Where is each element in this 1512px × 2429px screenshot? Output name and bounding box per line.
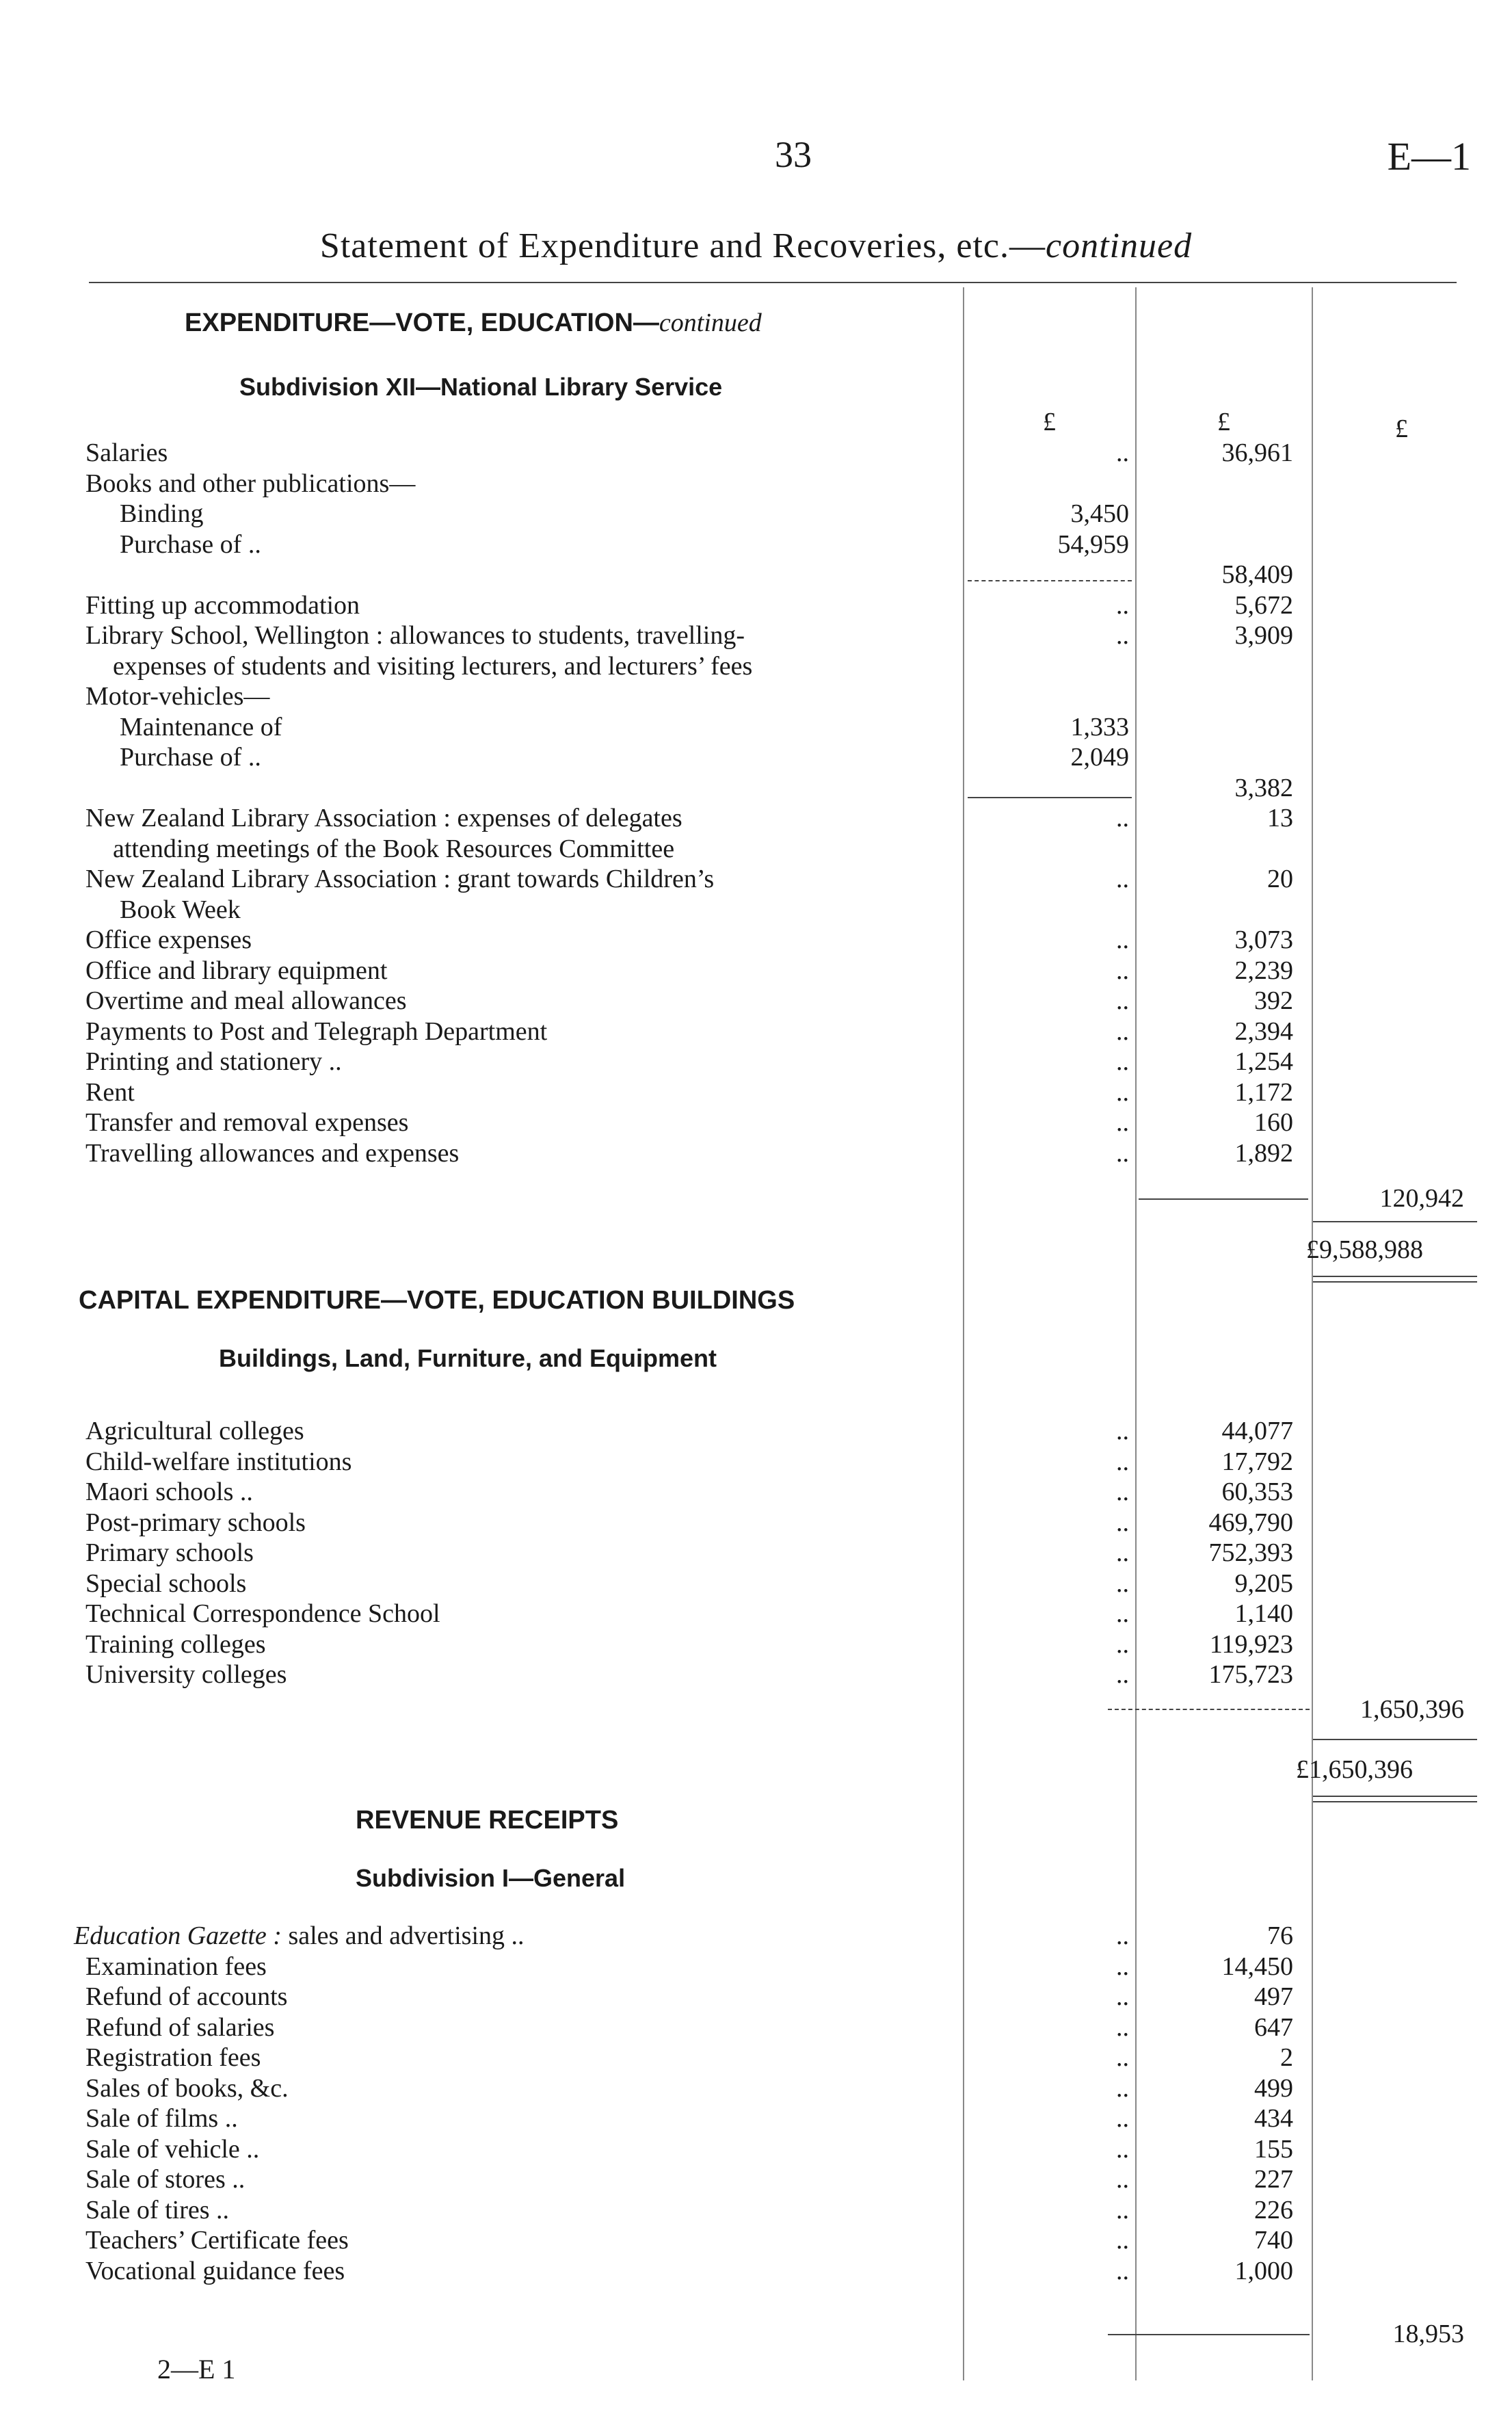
row-label: Examination fees	[85, 1952, 267, 1981]
row-label: Transfer and removal expenses	[85, 1108, 409, 1137]
table-row	[0, 438, 1512, 468]
row-label: Printing and stationery ..	[85, 1047, 342, 1076]
motor-sum-rule	[968, 797, 1132, 798]
amount-column-1: ..	[1116, 1077, 1129, 1107]
table-row	[0, 2103, 1512, 2133]
amount-column-2: 647	[1254, 2012, 1293, 2042]
amount-column-1: ..	[1116, 1047, 1129, 1076]
row-label: Technical Correspondence School	[85, 1599, 440, 1628]
row-label: Purchase of ..	[120, 529, 261, 559]
row-label: Fitting up accommodation	[85, 590, 360, 620]
expenditure-subheading: Subdivision XII—National Library Service	[239, 373, 723, 401]
expenditure-heading-text: EXPENDITURE—VOTE, EDUCATION—	[185, 308, 659, 337]
row-label: Sale of films ..	[85, 2104, 238, 2133]
table-row	[0, 560, 1512, 590]
amount-column-2: 17,792	[1221, 1447, 1293, 1476]
capital-total: £1,650,396	[1296, 1755, 1413, 1784]
capital-total-rule-top	[1313, 1739, 1477, 1740]
education-gazette-rest: sales and advertising ..	[281, 1921, 525, 1950]
table-row	[0, 925, 1512, 955]
amount-column-1: ..	[1116, 804, 1129, 832]
capital-total-rule-bottom	[1313, 1796, 1477, 1797]
amount-column-2: 1,140	[1234, 1599, 1293, 1628]
amount-column-1: 3,450	[1070, 499, 1129, 528]
education-gazette-label: Education Gazette :	[74, 1921, 282, 1950]
signature-mark: 2—E 1	[157, 2354, 236, 2385]
table-row	[0, 1982, 1512, 2012]
revenue-subtotal: 18,953	[1392, 2320, 1464, 2348]
capital-total-rule-double	[1313, 1801, 1477, 1802]
row-label: Maori schools ..	[85, 1478, 253, 1506]
table-row	[0, 834, 1512, 864]
row-label: Child-welfare institutions	[85, 1447, 352, 1476]
table-row	[0, 2164, 1512, 2194]
table-row	[0, 651, 1512, 681]
capital-heading: CAPITAL EXPENDITURE—VOTE, EDUCATION BUILDINGS	[79, 1286, 795, 1315]
table-row	[0, 1447, 1512, 1477]
amount-column-2: 497	[1254, 1982, 1293, 2011]
amount-column-1: ..	[1116, 2195, 1129, 2224]
amount-column-2: 2,394	[1234, 1016, 1293, 1046]
table-row	[0, 2256, 1512, 2286]
row-label: Travelling allowances and expenses	[85, 1138, 460, 1168]
amount-column-1: ..	[1116, 2104, 1129, 2133]
amount-column-2: 3,073	[1234, 925, 1293, 954]
amount-column-1: ..	[1116, 986, 1129, 1015]
vote-total: £9,588,988	[1306, 1235, 1423, 1264]
table-row	[0, 1416, 1512, 1446]
table-row	[0, 2225, 1512, 2255]
row-label: Teachers’ Certificate fees	[85, 2226, 349, 2255]
amount-column-1: ..	[1116, 621, 1129, 650]
row-label: Refund of accounts	[85, 1982, 288, 2011]
amount-column-2: 1,172	[1234, 1077, 1293, 1107]
amount-column-2: 740	[1254, 2226, 1293, 2255]
amount-column-2: 14,450	[1221, 1952, 1293, 1981]
table-row	[0, 803, 1512, 833]
amount-column-2: 9,205	[1234, 1568, 1293, 1598]
row-label: Post-primary schools	[85, 1508, 306, 1537]
amount-column-2: 5,672	[1234, 590, 1293, 620]
amount-column-2: 469,790	[1208, 1508, 1293, 1537]
table-row	[0, 590, 1512, 620]
table-row	[0, 956, 1512, 986]
revenue-sum-rule	[1108, 2334, 1310, 2335]
table-row	[0, 1508, 1512, 1538]
row-label: New Zealand Library Association : expenses of delegates	[85, 804, 682, 832]
amount-column-1: ..	[1116, 2256, 1129, 2285]
row-label: Sale of stores ..	[85, 2165, 246, 2194]
amount-column-1: ..	[1116, 1508, 1129, 1537]
table-row	[0, 620, 1512, 651]
row-label: New Zealand Library Association : grant towards Children’s	[85, 865, 715, 893]
table-row	[0, 712, 1512, 742]
table-row	[0, 1568, 1512, 1599]
table-row	[0, 773, 1512, 803]
amount-column-1: ..	[1116, 1982, 1129, 2011]
amount-column-1: ..	[1116, 1138, 1129, 1168]
amount-column-2: 3,909	[1234, 621, 1293, 650]
amount-column-2: 392	[1254, 986, 1293, 1015]
revenue-subheading: Subdivision I—General	[356, 1864, 626, 1892]
table-row	[0, 681, 1512, 711]
amount-column-2: 160	[1254, 1108, 1293, 1137]
table-row	[0, 1047, 1512, 1077]
amount-column-2: 2,239	[1234, 956, 1293, 985]
table-row	[0, 1629, 1512, 1659]
amount-column-2: 119,923	[1209, 1629, 1293, 1659]
column-header-1: £	[1043, 408, 1056, 436]
vote-total-rule-top	[1313, 1221, 1477, 1222]
table-row	[0, 895, 1512, 925]
row-label: Purchase of ..	[120, 743, 261, 772]
row-label: Special schools	[85, 1568, 247, 1598]
amount-column-2: 434	[1254, 2104, 1293, 2133]
row-label: Office expenses	[85, 925, 252, 954]
table-row	[0, 1138, 1512, 1168]
vote-total-rule-double	[1313, 1281, 1477, 1283]
row-label: Binding	[120, 499, 204, 528]
amount-column-1: ..	[1116, 1108, 1129, 1137]
amount-column-2: 13	[1267, 804, 1293, 832]
amount-column-2: 227	[1254, 2165, 1293, 2194]
amount-column-2: 2	[1280, 2043, 1293, 2072]
row-label: Registration fees	[85, 2043, 261, 2072]
row-label: Payments to Post and Telegraph Department	[85, 1016, 548, 1046]
amount-column-2: 155	[1254, 2134, 1293, 2164]
amount-column-2: 1,254	[1234, 1047, 1293, 1076]
revenue-heading: REVENUE RECEIPTS	[356, 1806, 619, 1835]
table-row	[0, 1921, 1512, 1951]
table-row	[0, 986, 1512, 1016]
table-row	[0, 1107, 1512, 1138]
amount-column-1: ..	[1116, 1952, 1129, 1981]
amount-column-2: 226	[1254, 2195, 1293, 2224]
capital-sum-rule	[1108, 1709, 1310, 1710]
amount-column-2: 3,382	[1234, 773, 1293, 802]
amount-column-2: 752,393	[1208, 1538, 1293, 1567]
row-label: Training colleges	[85, 1629, 266, 1659]
amount-column-1: 2,049	[1070, 743, 1129, 772]
amount-column-1: ..	[1116, 590, 1129, 620]
column-header-2: £	[1217, 408, 1230, 436]
row-label: Rent	[85, 1077, 135, 1107]
row-label: Office and library equipment	[85, 956, 388, 985]
amount-column-2: 76	[1267, 1921, 1293, 1950]
row-label: attending meetings of the Book Resources Committee	[113, 834, 675, 863]
title-rule	[89, 282, 1457, 283]
document-reference: E—1	[1387, 134, 1471, 179]
amount-column-1: ..	[1116, 1921, 1129, 1950]
amount-column-1: ..	[1116, 2043, 1129, 2072]
amount-column-1: ..	[1116, 1599, 1129, 1628]
amount-column-1: ..	[1116, 1417, 1129, 1445]
table-row	[0, 742, 1512, 772]
row-label: Overtime and meal allowances	[85, 986, 407, 1015]
amount-column-1: ..	[1116, 2165, 1129, 2194]
table-row	[0, 1599, 1512, 1629]
amount-column-1: ..	[1116, 1447, 1129, 1476]
library-sum-rule	[1139, 1198, 1308, 1200]
row-label: Library School, Wellington : allowances to students, travelling-	[85, 621, 745, 650]
table-row	[0, 1952, 1512, 1982]
title-main: Statement of Expenditure and Recoveries, etc.—	[319, 226, 1046, 265]
amount-column-2: 58,409	[1221, 560, 1293, 589]
books-sum-rule	[968, 580, 1132, 581]
row-label: Salaries	[85, 438, 168, 467]
row-label: Sale of tires ..	[85, 2195, 230, 2224]
table-row	[0, 469, 1512, 499]
capital-subtotal: 1,650,396	[1360, 1695, 1464, 1724]
row-label: Maintenance of	[120, 712, 282, 741]
amount-column-2: 20	[1267, 865, 1293, 893]
amount-column-2: 1,000	[1234, 2256, 1293, 2285]
table-row	[0, 2134, 1512, 2164]
expenditure-heading-continued: continued	[659, 308, 762, 337]
amount-column-2: 60,353	[1221, 1478, 1293, 1506]
page-number: 33	[775, 134, 812, 175]
table-row	[0, 1659, 1512, 1690]
row-label: Motor-vehicles—	[85, 682, 270, 711]
row-label: Vocational guidance fees	[85, 2256, 345, 2285]
amount-column-2: 1,892	[1234, 1138, 1293, 1168]
amount-column-1: ..	[1116, 1660, 1129, 1689]
amount-column-1: ..	[1116, 2073, 1129, 2103]
amount-column-1: 1,333	[1070, 712, 1129, 741]
amount-column-1: ..	[1116, 1538, 1129, 1567]
table-row	[0, 529, 1512, 560]
table-row	[0, 2043, 1512, 2073]
page-title	[0, 226, 1512, 266]
table-row	[0, 2195, 1512, 2225]
row-label: Sale of vehicle ..	[85, 2134, 260, 2164]
row-label: Books and other publications—	[85, 469, 416, 498]
amount-column-2: 499	[1254, 2073, 1293, 2103]
library-subtotal: 120,942	[1379, 1184, 1464, 1213]
amount-column-1: ..	[1116, 1016, 1129, 1046]
table-row	[0, 1477, 1512, 1507]
table-row	[0, 499, 1512, 529]
table-row	[0, 1016, 1512, 1047]
table-row	[0, 864, 1512, 894]
amount-column-1: ..	[1116, 1629, 1129, 1659]
row-label: Sales of books, &c.	[85, 2073, 289, 2103]
vote-total-rule-bottom	[1313, 1276, 1477, 1277]
row-label: Book Week	[120, 895, 241, 924]
row-label: Refund of salaries	[85, 2012, 275, 2042]
row-label: expenses of students and visiting lecturers, and lecturers’ fees	[113, 651, 753, 681]
amount-column-2: 36,961	[1221, 438, 1293, 467]
table-row	[0, 2012, 1512, 2043]
amount-column-1: ..	[1116, 2226, 1129, 2255]
amount-column-1: ..	[1116, 865, 1129, 893]
amount-column-2: 44,077	[1221, 1417, 1293, 1445]
expenditure-heading	[185, 308, 762, 338]
row-label: Agricultural colleges	[85, 1417, 304, 1445]
amount-column-1: ..	[1116, 956, 1129, 985]
table-row	[0, 2073, 1512, 2103]
amount-column-1: ..	[1116, 438, 1129, 467]
title-continued: continued	[1046, 226, 1193, 265]
table-row	[0, 1077, 1512, 1107]
amount-column-1: ..	[1116, 2134, 1129, 2164]
table-row	[0, 1538, 1512, 1568]
row-label: Primary schools	[85, 1538, 254, 1567]
amount-column-1: 54,959	[1057, 529, 1129, 559]
capital-subheading: Buildings, Land, Furniture, and Equipment	[219, 1344, 717, 1372]
amount-column-1: ..	[1116, 1568, 1129, 1598]
row-label: University colleges	[85, 1660, 287, 1689]
amount-column-1: ..	[1116, 2012, 1129, 2042]
amount-column-1: ..	[1116, 925, 1129, 954]
column-header-3: £	[1395, 415, 1408, 443]
amount-column-2: 175,723	[1208, 1660, 1293, 1689]
amount-column-1: ..	[1116, 1478, 1129, 1506]
